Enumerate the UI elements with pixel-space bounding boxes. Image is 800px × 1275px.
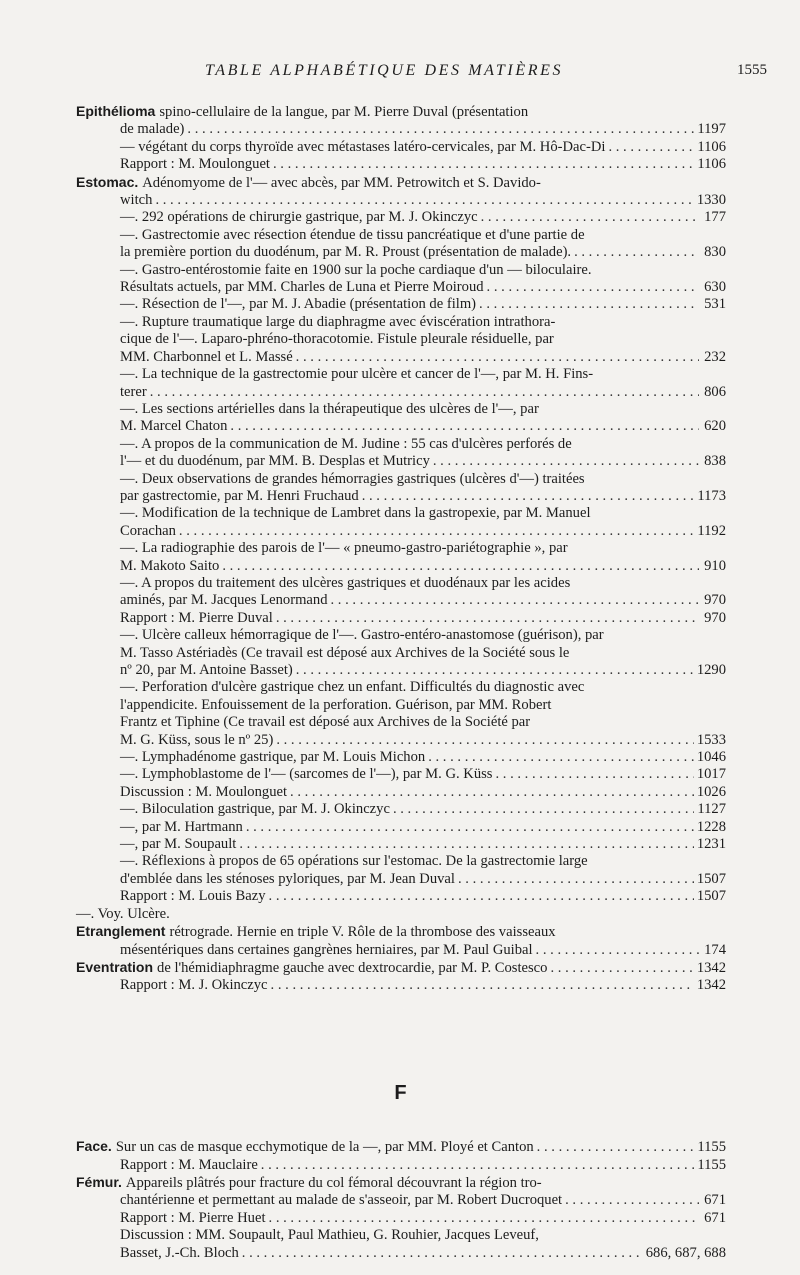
index-line xyxy=(76,836,726,853)
dot-leader xyxy=(393,801,694,818)
index-entry-text: —, par M. Hartmann xyxy=(120,818,243,835)
entry-page-ref: 1507 xyxy=(696,888,726,905)
index-entry-text: Rapport : M. Mauclaire xyxy=(120,1156,258,1173)
entry-page-ref: 177 xyxy=(704,209,726,226)
dot-leader xyxy=(536,942,699,959)
entry-page-ref: 838 xyxy=(704,453,726,470)
entry-page-ref: 531 xyxy=(704,296,726,313)
entry-page-ref: 1192 xyxy=(697,522,726,539)
index-entry-text: —. La radiographie des parois de l'— « pneumo-gastro-pariétographie », par xyxy=(120,540,568,557)
index-entry-text: l'— et du duodénum, par MM. B. Desplas et Mutricy xyxy=(120,453,430,470)
dot-leader xyxy=(362,488,695,505)
letter-heading-f: F xyxy=(394,1081,408,1104)
index-line xyxy=(76,1157,726,1174)
dot-leader xyxy=(276,732,694,749)
index-entry-text: witch xyxy=(120,192,153,209)
index-entry-text: Rapport : M. J. Okinczyc xyxy=(120,977,268,994)
index-line xyxy=(76,610,726,627)
index-line xyxy=(76,103,726,121)
index-line xyxy=(76,436,726,453)
running-title: TABLE ALPHABÉTIQUE DES MATIÈRES xyxy=(205,62,564,79)
entry-page-ref: 1127 xyxy=(697,801,726,818)
index-entry-text: Corachan xyxy=(120,522,176,539)
index-entry-text: M. Marcel Chaton xyxy=(120,418,228,435)
index-entry-text: —. Biloculation gastrique, par M. J. Okinczyc xyxy=(120,801,390,818)
entry-page-ref: 830 xyxy=(704,244,726,261)
index-entry-text: aminés, par M. Jacques Lenormand xyxy=(120,592,328,609)
index-line xyxy=(76,296,726,313)
index-entry-text: —, par M. Soupault xyxy=(120,836,237,853)
entry-page-ref: 1106 xyxy=(697,156,726,173)
index-line xyxy=(76,540,726,557)
entry-page-ref: 1342 xyxy=(696,959,726,976)
index-line xyxy=(76,575,726,592)
index-line xyxy=(76,279,726,296)
index-entry-text: —. A propos du traitement des ulcères gastriques et duodénaux par les acides xyxy=(120,574,571,591)
index-line xyxy=(76,156,726,173)
index-entry-text: terer xyxy=(120,383,147,400)
entry-page-ref: 1228 xyxy=(696,818,726,835)
dot-leader xyxy=(239,836,693,853)
index-line xyxy=(76,1227,726,1244)
index-line xyxy=(76,139,726,156)
index-line xyxy=(76,749,726,766)
entry-page-ref: 1330 xyxy=(696,192,726,209)
entry-page-ref: 1231 xyxy=(696,836,726,853)
entry-page-ref: 671 xyxy=(704,1192,726,1209)
index-line xyxy=(76,227,726,244)
index-entry-text: —. La technique de la gastrectomie pour ulcère et cancer de l'—, par M. H. Fins- xyxy=(120,366,594,383)
index-line xyxy=(76,627,726,644)
index-entry-text: —. Voy. Ulcère. xyxy=(76,905,170,922)
entry-page-ref: 630 xyxy=(704,279,726,296)
index-entry-text: M. Makoto Saito xyxy=(120,557,220,574)
index-line xyxy=(76,418,726,435)
entry-page-ref: 1155 xyxy=(697,1156,726,1173)
entry-page-ref: 806 xyxy=(704,383,726,400)
index-entry-text: —. 292 opérations de chirurgie gastrique, par M. J. Okinczyc xyxy=(120,209,478,226)
index-entry-text: —. Gastrectomie avec résection étendue de tissu pancréatique et d'une partie de xyxy=(120,226,585,243)
index-entry-text: —. Résection de l'—, par M. J. Abadie (présentation de film) xyxy=(120,296,477,313)
index-entry-text: —. Modification de la technique de Lambret dans la gastropexie, par M. Manuel xyxy=(120,505,591,522)
index-entry-text: —. A propos de la communication de M. Judine : 55 cas d'ulcères perforés de xyxy=(120,435,572,452)
index-entry-text: Rapport : M. Pierre Duval xyxy=(120,609,273,626)
dot-leader xyxy=(261,1157,695,1174)
index-line xyxy=(76,174,726,192)
index-line xyxy=(76,942,726,959)
index-line xyxy=(76,314,726,331)
index-line xyxy=(76,262,726,279)
index-entry-text: Rapport : M. Louis Bazy xyxy=(120,888,266,905)
section-f xyxy=(76,1138,726,1262)
index-line xyxy=(76,592,726,609)
index-line xyxy=(76,732,726,749)
index-entry-text: nº 20, par M. Antoine Basset) xyxy=(120,662,293,678)
index-entry-text: MM. Charbonnel et L. Massé xyxy=(120,348,293,365)
index-entry-text: —. Ulcère calleux hémorragique de l'—. Gastro-entéro-anastomose (guérison), par xyxy=(120,627,604,644)
index-headword: Eventration xyxy=(76,958,154,975)
index-line xyxy=(76,697,726,714)
index-entry-text: chantérienne et permettant au malade de s'asseoir, par M. Robert Ducroquet xyxy=(120,1192,563,1209)
index-line xyxy=(76,906,726,923)
index-entry-text: —. Lymphadénome gastrique, par M. Louis Michon xyxy=(120,749,426,766)
index-entry-text: Adénomyome de l'— avec abcès, par MM. Petrowitch et S. Davido- xyxy=(142,174,541,191)
dot-leader xyxy=(290,784,694,801)
dot-leader xyxy=(608,139,694,156)
index-entry-text: mésentériques dans certaines gangrènes herniaires, par M. Paul Guibal xyxy=(120,941,533,958)
index-entry-text: spino-cellulaire de la langue, par M. Pierre Duval (présentation xyxy=(159,104,529,120)
index-line xyxy=(76,819,726,836)
index-line xyxy=(76,714,726,731)
index-line xyxy=(76,662,726,679)
dot-leader xyxy=(222,558,699,575)
index-line xyxy=(76,366,726,383)
index-entry-text: cique de l'—. Laparo-phréno-thoracotomie. Fistule pleurale résiduelle, par xyxy=(120,331,554,348)
entry-page-ref: 671 xyxy=(704,1209,726,1226)
dot-leader xyxy=(271,977,694,994)
entry-page-ref: 1106 xyxy=(697,138,726,155)
entry-page-ref: 1290 xyxy=(696,662,726,678)
dot-leader xyxy=(479,296,699,313)
index-line xyxy=(76,209,726,226)
entry-page-ref: 174 xyxy=(704,941,726,958)
index-line xyxy=(76,471,726,488)
index-line xyxy=(76,1138,726,1156)
entry-page-ref: 1046 xyxy=(696,749,726,766)
index-line xyxy=(76,645,726,662)
index-content xyxy=(76,103,726,1262)
index-headword: Estomac. xyxy=(76,173,139,190)
index-line xyxy=(76,244,726,261)
dot-leader xyxy=(242,1245,643,1262)
index-entry-text: Frantz et Tiphine (Ce travail est déposé aux Archives de la Société par xyxy=(120,714,531,731)
entry-page-ref: 1507 xyxy=(696,870,726,887)
dot-leader xyxy=(296,662,694,679)
dot-leader xyxy=(296,349,699,366)
index-line xyxy=(76,923,726,941)
index-line xyxy=(76,523,726,540)
index-entry-text: —. Réflexions à propos de 65 opérations sur l'estomac. De la gastrectomie large xyxy=(120,853,588,870)
dot-leader xyxy=(179,523,694,540)
index-entry-text: —. Perforation d'ulcère gastrique chez un enfant. Difficultés du diagnostic avec xyxy=(120,679,585,696)
dot-leader xyxy=(487,279,699,296)
index-entry-text: —. Rupture traumatique large du diaphragme avec éviscération intrathora- xyxy=(120,313,556,330)
dot-leader xyxy=(495,766,693,783)
dot-leader xyxy=(187,121,694,138)
index-line xyxy=(76,679,726,696)
dot-leader xyxy=(150,384,699,401)
entry-page-ref: 970 xyxy=(704,609,726,626)
dot-leader xyxy=(246,819,694,836)
index-line xyxy=(76,505,726,522)
page-number: 1555 xyxy=(737,62,767,78)
index-line xyxy=(76,766,726,783)
index-line xyxy=(76,1192,726,1209)
entry-page-ref: 910 xyxy=(704,557,726,574)
index-entry-text: Discussion : M. Moulonguet xyxy=(120,783,288,800)
index-entry-text: Discussion : MM. Soupault, Paul Mathieu, G. Rouhier, Jacques Leveuf, xyxy=(120,1227,539,1244)
index-line xyxy=(76,488,726,505)
index-headword: Face. xyxy=(76,1138,112,1155)
index-entry-text: Basset, J.-Ch. Bloch xyxy=(120,1244,239,1261)
index-entry-text: M. Tasso Astériadès (Ce travail est déposé aux Archives de la Société sous le xyxy=(120,644,570,661)
index-line xyxy=(76,384,726,401)
index-entry-text: —. Gastro-entérostomie faite en 1900 sur la poche cardiaque d'un — biloculaire. xyxy=(120,261,592,278)
index-line xyxy=(76,959,726,977)
index-entry-text: d'emblée dans les sténoses pyloriques, par M. Jean Duval xyxy=(120,870,455,887)
index-line xyxy=(76,784,726,801)
index-entry-text: par gastrectomie, par M. Henri Fruchaud xyxy=(120,487,359,504)
index-headword: Fémur. xyxy=(76,1173,122,1190)
dot-leader xyxy=(269,888,694,905)
index-entry-text: — végétant du corps thyroïde avec métastases latéro-cervicales, par M. Hô-Dac-Di xyxy=(120,138,606,155)
index-entry-text: Résultats actuels, par MM. Charles de Luna et Pierre Moiroud xyxy=(120,279,484,296)
dot-leader xyxy=(269,1210,699,1227)
page-header xyxy=(0,62,800,86)
entry-page-ref: 1026 xyxy=(696,783,726,800)
index-line xyxy=(76,871,726,888)
index-line xyxy=(76,349,726,366)
index-line xyxy=(76,1245,726,1262)
index-line xyxy=(76,121,726,138)
index-entry-text: —. Deux observations de grandes hémorragies gastriques (ulcères d'—) traitées xyxy=(120,470,585,487)
dot-leader xyxy=(565,1192,699,1209)
dot-leader xyxy=(276,610,699,627)
index-entry-text: de l'hémidiaphragme gauche avec dextrocardie, par M. P. Costesco xyxy=(157,959,548,976)
dot-leader xyxy=(458,871,694,888)
index-entry-text: rétrograde. Hernie en triple V. Rôle de la thrombose des vaisseaux xyxy=(169,924,556,941)
index-line xyxy=(76,801,726,818)
dot-leader xyxy=(273,156,694,173)
dot-leader xyxy=(481,209,699,226)
entry-page-ref: 1155 xyxy=(697,1139,726,1156)
dot-leader xyxy=(550,960,693,977)
dot-leader xyxy=(428,749,694,766)
entry-page-ref: 620 xyxy=(704,418,726,435)
entry-page-ref: 1197 xyxy=(697,121,726,138)
dot-leader xyxy=(433,453,699,470)
index-entry-text: M. G. Küss, sous le nº 25) xyxy=(120,731,274,748)
index-entry-text: —. Les sections artérielles dans la thérapeutique des ulcères de l'—, par xyxy=(120,400,539,417)
index-line xyxy=(76,453,726,470)
section-e xyxy=(76,103,726,995)
index-line xyxy=(76,1174,726,1192)
entry-page-ref: 970 xyxy=(704,592,726,609)
entry-page-ref: 1017 xyxy=(696,766,726,783)
dot-leader xyxy=(537,1139,695,1156)
index-headword: Etranglement xyxy=(76,923,166,940)
entry-page-ref: 1533 xyxy=(696,731,726,748)
index-entry-text: Appareils plâtrés pour fracture du col fémoral découvrant la région tro- xyxy=(125,1174,542,1191)
index-entry-text: de malade) xyxy=(120,121,185,138)
index-line xyxy=(76,192,726,209)
index-line xyxy=(76,401,726,418)
entry-page-ref: 232 xyxy=(704,348,726,365)
dot-leader xyxy=(574,244,699,261)
index-headword: Epithélioma xyxy=(76,103,156,119)
index-entry-text: l'appendicite. Enfouissement de la perforation. Guérison, par MM. Robert xyxy=(120,696,552,713)
dot-leader xyxy=(230,418,699,435)
index-entry-text: Rapport : M. Pierre Huet xyxy=(120,1209,266,1226)
index-entry-text: —. Lymphoblastome de l'— (sarcomes de l'—), par M. G. Küss xyxy=(120,766,493,783)
dot-leader xyxy=(155,192,693,209)
index-line xyxy=(76,853,726,870)
index-line xyxy=(76,1210,726,1227)
dot-leader xyxy=(331,592,700,609)
index-entry-text: Sur un cas de masque ecchymotique de la —, par MM. Ployé et Canton xyxy=(115,1139,534,1156)
index-line xyxy=(76,977,726,994)
index-line xyxy=(76,558,726,575)
entry-page-ref: 1342 xyxy=(696,977,726,994)
entry-page-ref: 686, 687, 688 xyxy=(645,1244,726,1261)
index-line xyxy=(76,888,726,905)
index-line xyxy=(76,331,726,348)
index-entry-text: Rapport : M. Moulonguet xyxy=(120,156,270,173)
entry-page-ref: 1173 xyxy=(697,487,726,504)
index-entry-text: la première portion du duodénum, par M. R. Proust (présentation de malade). xyxy=(120,244,572,261)
